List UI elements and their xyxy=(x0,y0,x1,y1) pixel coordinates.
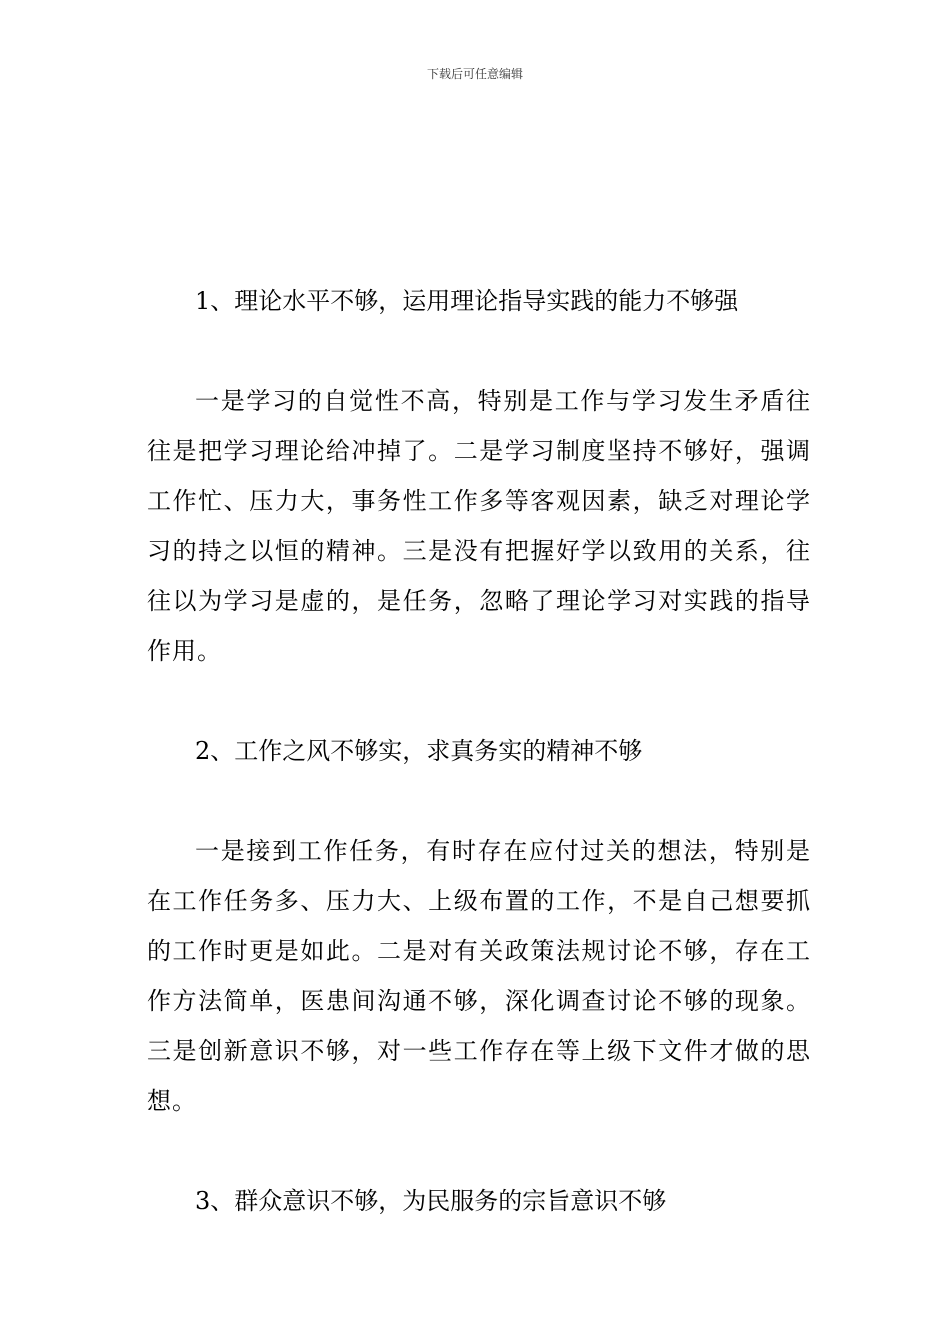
spacer xyxy=(147,776,811,826)
page-header: 下载后可任意编辑 xyxy=(426,67,523,81)
section-2-heading: 2、工作之风不够实，求真务实的精神不够 xyxy=(195,737,643,765)
spacer xyxy=(147,326,811,376)
section-1-heading: 1、理论水平不够，运用理论指导实践的能力不够强 xyxy=(195,287,739,315)
section-1-paragraph: 一是学习的自觉性不高，特别是工作与学习发生矛盾往往是把学习理论给冲掉了。二是学习制度坚持不够好，强调工作忙、压力大，事务性工作多等客观因素，缺乏对理论学习的持之以恒的精神。三是没有把握好学以致用的关系，往往以为学习是虚的，是任务，忽略了理论学习对实践的指导作用。 xyxy=(147,387,811,665)
spacer xyxy=(147,676,811,726)
document-body xyxy=(147,276,811,1226)
section-3-heading: 3、群众意识不够，为民服务的宗旨意识不够 xyxy=(195,1187,667,1215)
spacer xyxy=(147,1126,811,1176)
section-2-paragraph: 一是接到工作任务，有时存在应付过关的想法，特别是在工作任务多、压力大、上级布置的工作，不是自己想要抓的工作时更是如此。二是对有关政策法规讨论不够，存在工作方法简单，医患间沟通不够，深化调查讨论不够的现象。三是创新意识不够，对一些工作存在等上级下文件才做的思想。 xyxy=(147,837,811,1115)
